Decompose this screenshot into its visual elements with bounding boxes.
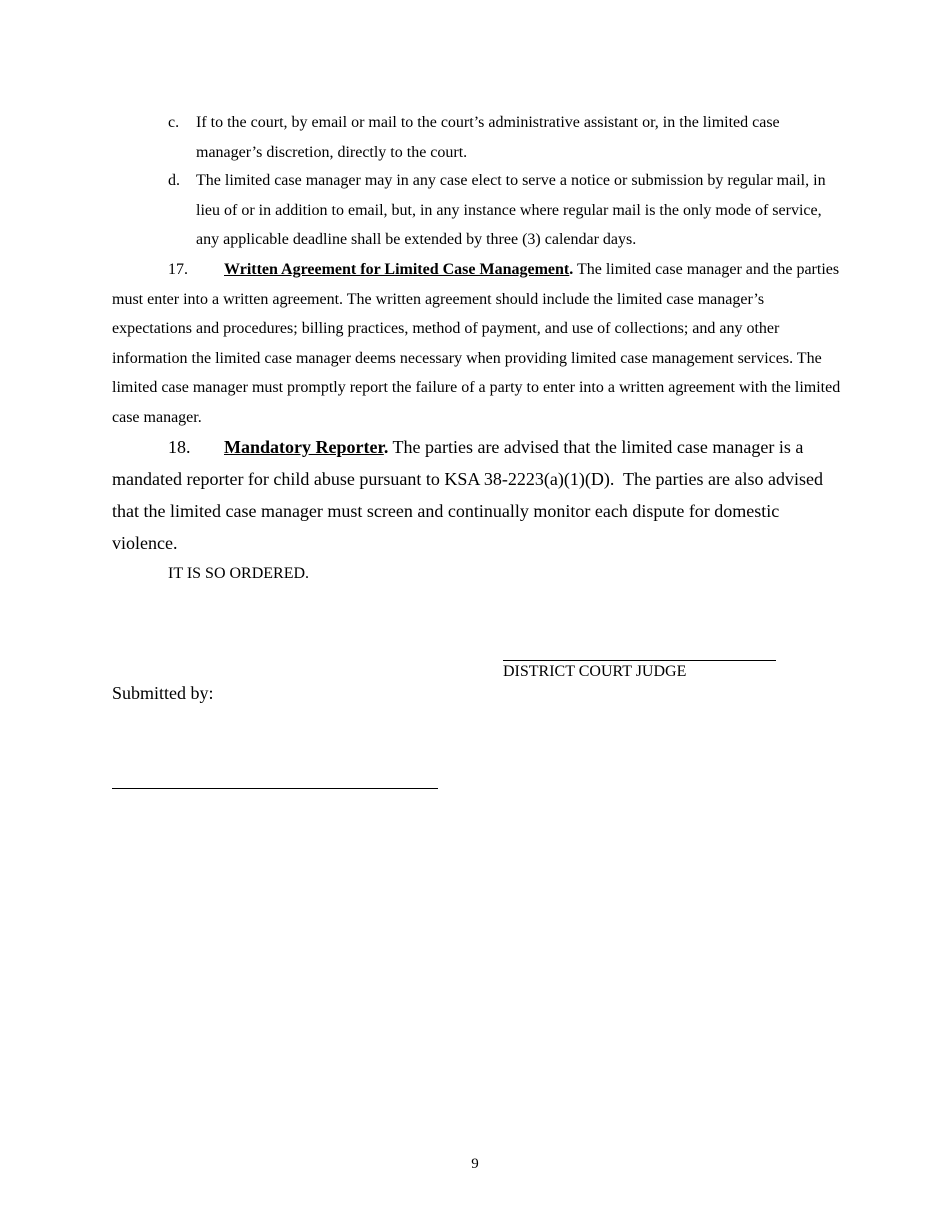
list-marker: c. <box>168 114 180 131</box>
page-number: 9 <box>471 1156 479 1172</box>
paragraph-18 <box>112 431 832 559</box>
list-item-text: The limited case manager may in any case elect to serve a notice or submission by regular mail, in lieu of or in addition to email, but, in any instance where regular mail is the only mode of service, any applicable deadline shall be extended by three (3) calendar days. <box>196 172 826 248</box>
heading-period: . <box>383 437 389 457</box>
submitted-by-label: Submitted by: <box>112 683 214 703</box>
heading-period: . <box>569 261 574 278</box>
paragraph-number: 17. <box>168 261 188 278</box>
paragraph-17 <box>112 255 842 432</box>
paragraph-heading: Mandatory Reporter <box>224 437 384 457</box>
list-marker: d. <box>168 172 180 189</box>
paragraph-body: The limited case manager and the parties must enter into a written agreement. The written agreement should include the limited case manager’s expectations and procedures; billing practices, method of payment, and use of collections; and any other information the limited case manager deems necessary when providing limited case management services. The limited case manager must promptly report the failure of a party to enter into a written agreement with the limited case manager. <box>112 261 841 426</box>
judge-label: DISTRICT COURT JUDGE <box>503 663 687 680</box>
list-item-c <box>168 108 848 167</box>
list-item-d <box>168 166 848 255</box>
paragraph-heading: Written Agreement for Limited Case Management <box>224 261 570 278</box>
paragraph-body: The parties are advised that the limited case manager is a mandated reporter for child abuse pursuant to KSA 38-2223(a)(1)(D). The parties are also advised that the limited case manager must screen and continually monitor each dispute for domestic violence. <box>112 437 828 553</box>
list-item-text: If to the court, by email or mail to the court’s administrative assistant or, in the limited case manager’s discretion, directly to the court. <box>196 114 780 161</box>
submitter-signature-line <box>112 788 438 789</box>
paragraph-number: 18. <box>168 437 191 457</box>
order-statement: IT IS SO ORDERED. <box>168 565 310 582</box>
